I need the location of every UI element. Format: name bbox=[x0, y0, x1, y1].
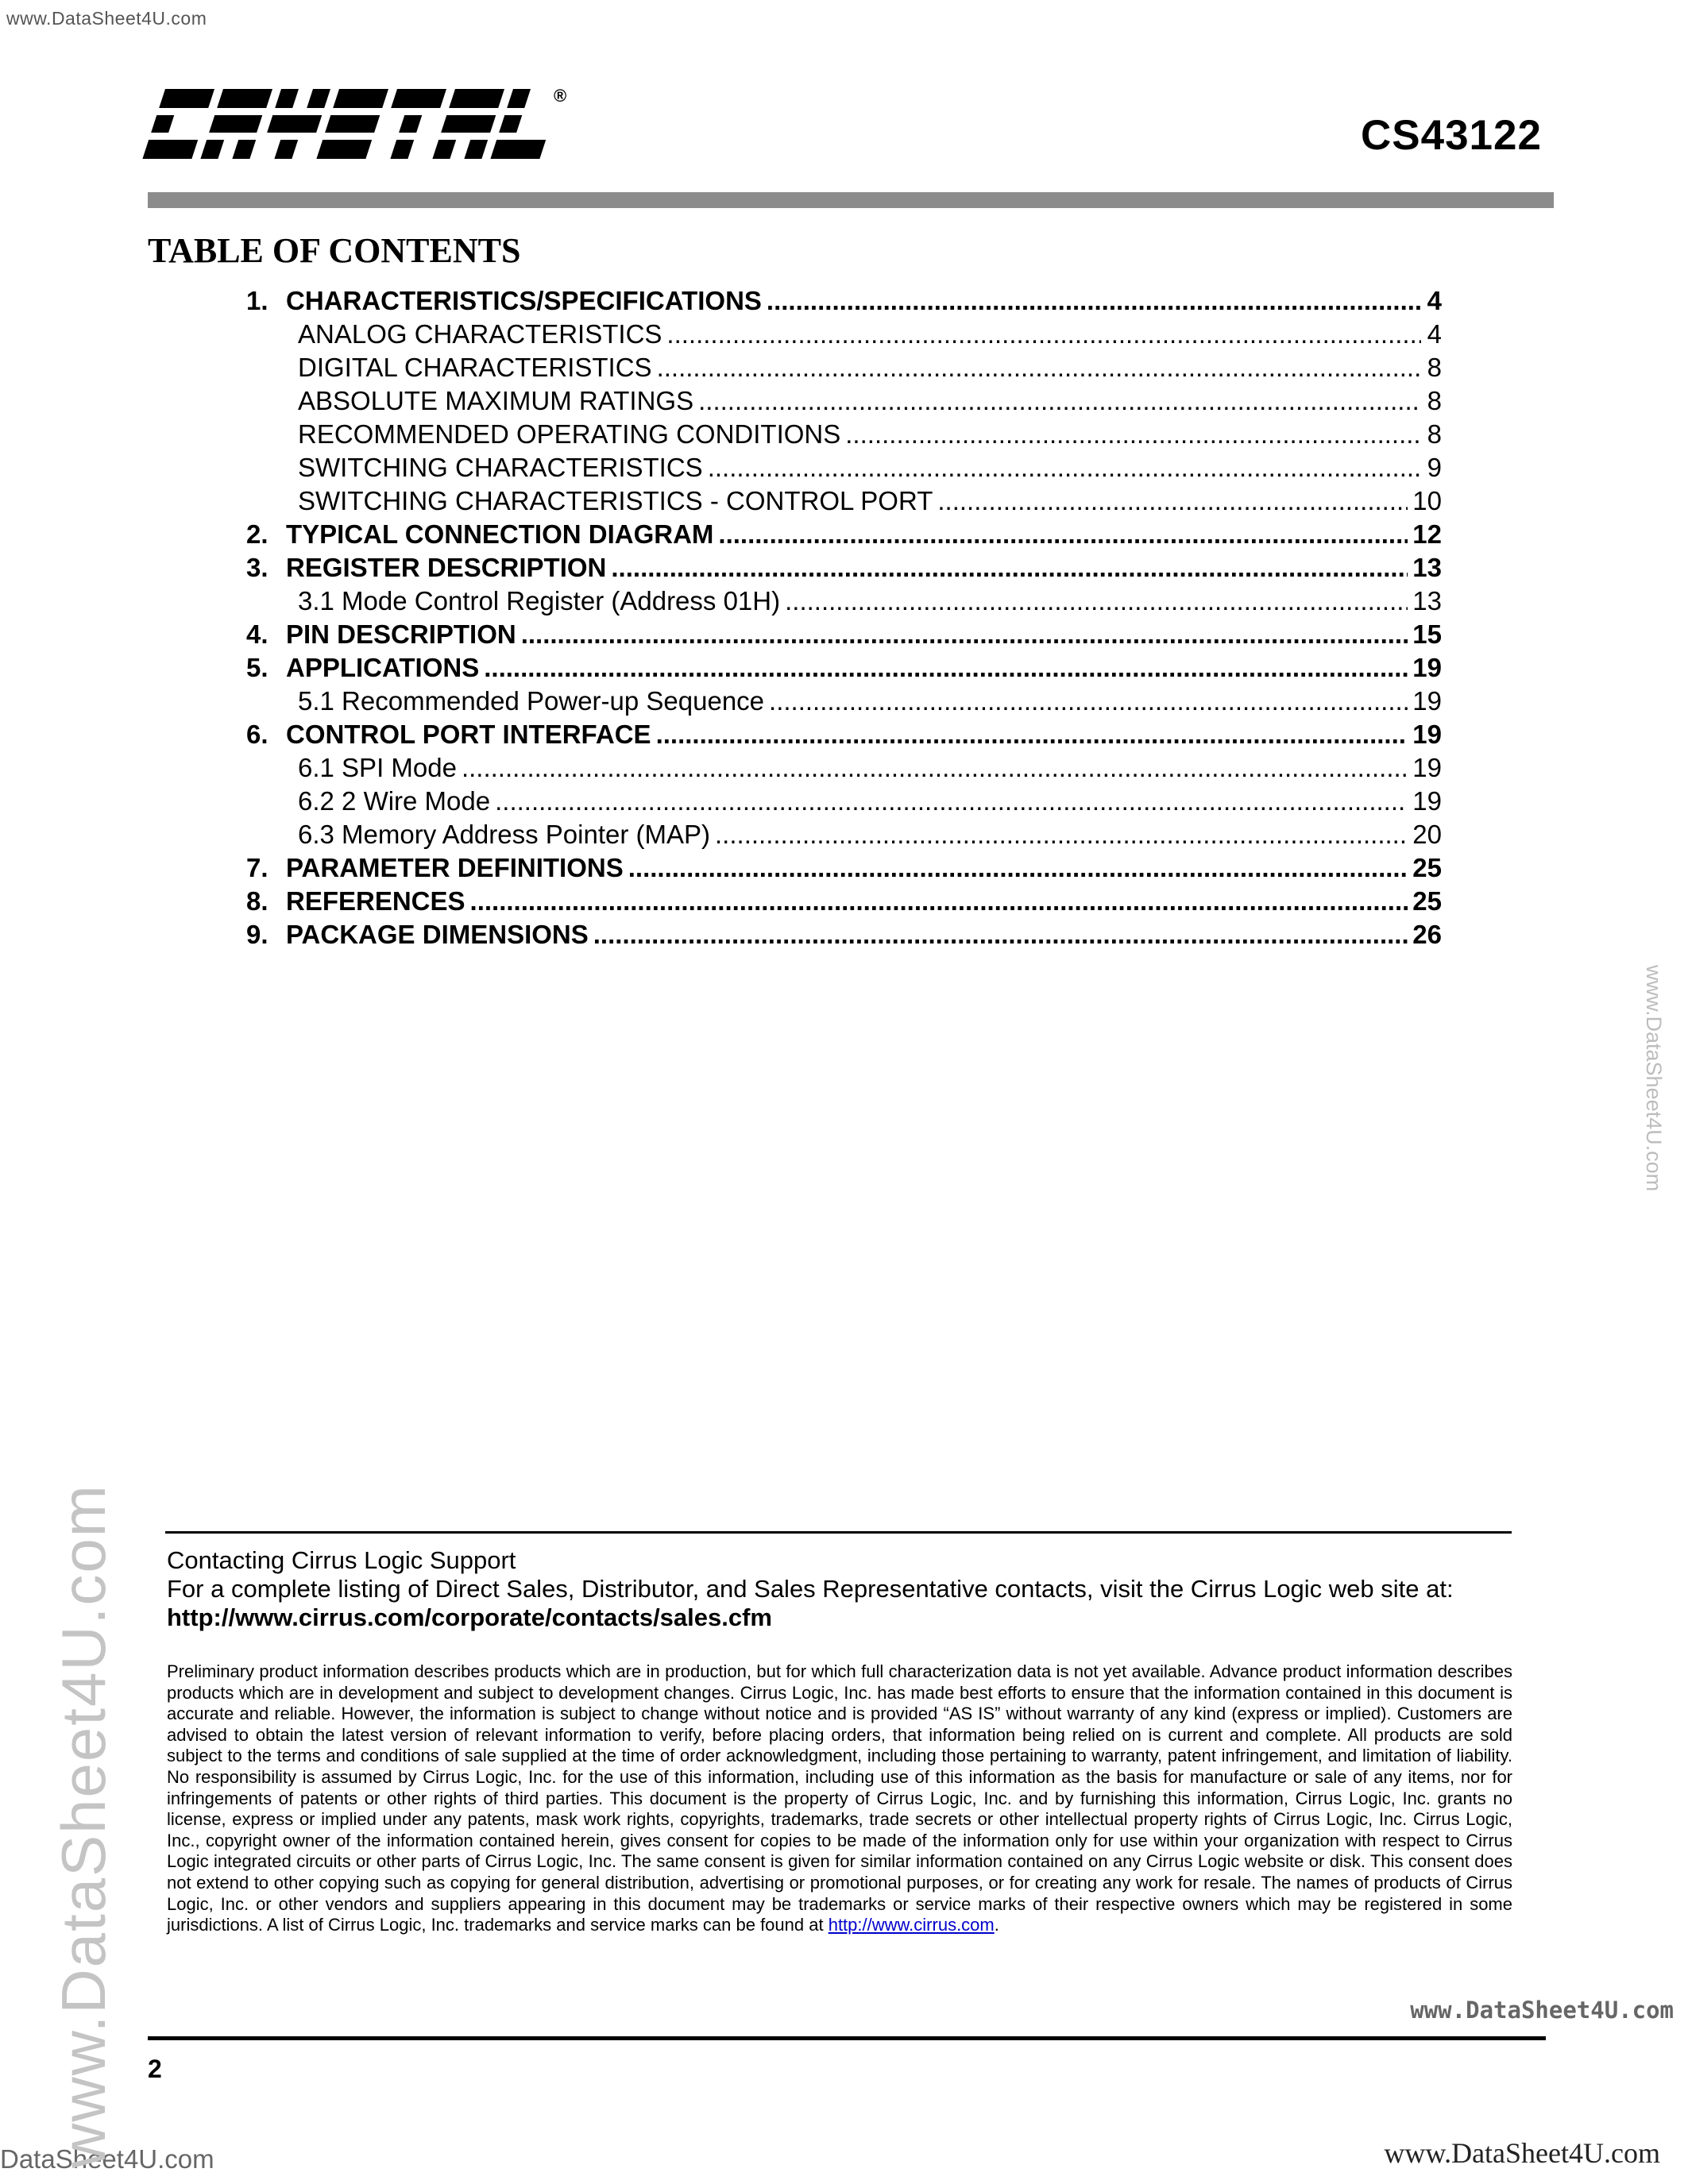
part-number: CS43122 bbox=[1360, 112, 1542, 159]
toc-entry-page: 20 bbox=[1412, 820, 1442, 849]
toc-entry-page: 4 bbox=[1427, 286, 1442, 315]
divider-bottom bbox=[148, 2036, 1546, 2040]
toc-entry-number: 3. bbox=[246, 553, 268, 582]
toc-entry-page: 19 bbox=[1412, 786, 1442, 816]
toc-entry-label: PARAMETER DEFINITIONS bbox=[286, 853, 624, 882]
toc-entry-number: 5. bbox=[246, 653, 268, 682]
toc-entry-page: 8 bbox=[1427, 353, 1442, 382]
toc-entry-label: 6.3 Memory Address Pointer (MAP) bbox=[298, 820, 711, 849]
toc-leader-dots bbox=[785, 585, 1408, 618]
toc-entry[interactable] bbox=[246, 318, 1442, 351]
toc-entry-label: RECOMMENDED OPERATING CONDITIONS bbox=[298, 419, 841, 449]
legal-text: Preliminary product information describes products which are in production, but for which full characterization data is not yet available. Advance product information describes products which are in development and subject to development changes. Cirrus Logic, Inc. has made best efforts to ensure that the information contained in this document is accurate and reliable. However, the information is subject to change without notice and is provided “AS IS” without warranty of any kind (express or implied). Customers are advised to obtain the latest version of relevant information to verify, before placing orders, that information being relied on is current and complete. All products are sold subject to the terms and conditions of sale supplied at the time of order acknowledgment, including those pertaining to warranty, patent infringement, and limitation of liability. No responsibility is assumed by Cirrus Logic, Inc. for the use of this information, including use of this information as the basis for manufacture or sale of any items, nor for infringements of patents or other rights of third parties. This document is the property of Cirrus Logic, Inc. and by furnishing this information, Cirrus Logic, Inc. grants no license, express or implied under any patents, mask work rights, copyrights, trademarks, trade secrets or other intellectual property rights of Cirrus Logic, Inc. Cirrus Logic, Inc., copyright owner of the information contained herein, gives consent for copies to be made of the information only for use within your organization with respect to Cirrus Logic integrated circuits or other parts of Cirrus Logic, Inc. The same consent is given for similar information contained on any Cirrus Logic website or disk. This consent does not extend to other copying such as copying for general distribution, advertising or promotional purposes, or for creating any work for resale. The names of products of Cirrus Logic, Inc. or other vendors and suppliers appearing in this document may be trademarks or service marks of their respective owners which may be registered in some jurisdictions. A list of Cirrus Logic, Inc. trademarks and service marks can be found at bbox=[167, 1661, 1512, 1935]
toc-leader-dots bbox=[767, 284, 1421, 318]
toc-entry-page: 9 bbox=[1427, 453, 1442, 482]
toc-entry-number: 4. bbox=[246, 619, 268, 649]
legal-end: . bbox=[994, 1915, 999, 1935]
toc-entry[interactable] bbox=[246, 484, 1442, 518]
toc-entry-number: 7. bbox=[246, 853, 268, 882]
toc-entry[interactable] bbox=[246, 384, 1442, 418]
toc-leader-dots bbox=[708, 451, 1421, 484]
toc-entry[interactable] bbox=[246, 351, 1442, 384]
toc-leader-dots bbox=[937, 484, 1408, 518]
toc-entry[interactable] bbox=[246, 451, 1442, 484]
toc-leader-dots bbox=[657, 351, 1421, 384]
toc-leader-dots bbox=[462, 751, 1408, 785]
toc-entry-number: 6. bbox=[246, 720, 268, 749]
toc-leader-dots bbox=[593, 918, 1408, 951]
toc-entry[interactable] bbox=[246, 551, 1442, 585]
contact-url[interactable]: http://www.cirrus.com/corporate/contacts/sales.cfm bbox=[167, 1603, 772, 1631]
toc-entry-label: 6.1 SPI Mode bbox=[298, 753, 457, 782]
cirrus-link[interactable]: http://www.cirrus.com bbox=[828, 1915, 995, 1935]
toc-leader-dots bbox=[611, 551, 1408, 585]
toc-entry[interactable] bbox=[246, 418, 1442, 451]
toc-entry-page: 15 bbox=[1412, 619, 1442, 649]
toc-entry[interactable] bbox=[246, 785, 1442, 818]
toc-entry-label: CHARACTERISTICS/SPECIFICATIONS bbox=[286, 286, 762, 315]
watermark-bottom-left: DataSheet4U.com bbox=[0, 2144, 214, 2174]
legal-notice bbox=[167, 1661, 1512, 1936]
toc-leader-dots bbox=[666, 318, 1421, 351]
toc-entry-label: REFERENCES bbox=[286, 886, 465, 916]
toc-entry[interactable] bbox=[246, 885, 1442, 918]
toc-entry[interactable] bbox=[246, 851, 1442, 885]
watermark-top-left: www.DataSheet4U.com bbox=[6, 8, 207, 29]
toc-entry[interactable] bbox=[246, 618, 1442, 651]
toc-entry-label: DIGITAL CHARACTERISTICS bbox=[298, 353, 652, 382]
toc-entry-label: REGISTER DESCRIPTION bbox=[286, 553, 607, 582]
crystal-logo bbox=[141, 89, 570, 160]
toc-entry-page: 19 bbox=[1412, 686, 1442, 716]
toc-leader-dots bbox=[495, 785, 1408, 818]
toc-entry[interactable] bbox=[246, 718, 1442, 751]
watermark-bottom-right: www.DataSheet4U.com bbox=[1384, 2137, 1660, 2169]
watermark-vertical-right: www.DataSheet4U.com bbox=[1642, 965, 1666, 1192]
header-bar bbox=[148, 192, 1554, 208]
toc-entry-label: ANALOG CHARACTERISTICS bbox=[298, 319, 662, 349]
toc-entry-page: 8 bbox=[1427, 419, 1442, 449]
toc-entry[interactable] bbox=[246, 685, 1442, 718]
toc-entry[interactable] bbox=[246, 918, 1442, 951]
toc-entry[interactable] bbox=[246, 284, 1442, 318]
toc-entry-label: 5.1 Recommended Power-up Sequence bbox=[298, 686, 765, 716]
table-of-contents bbox=[246, 284, 1442, 951]
toc-entry-number: 2. bbox=[246, 519, 268, 549]
toc-entry-page: 19 bbox=[1412, 753, 1442, 782]
toc-entry[interactable] bbox=[246, 751, 1442, 785]
toc-leader-dots bbox=[521, 618, 1408, 651]
toc-entry-label: APPLICATIONS bbox=[286, 653, 480, 682]
watermark-bottom-right-mono: www.DataSheet4U.com bbox=[1410, 1997, 1674, 2024]
toc-entry-page: 4 bbox=[1427, 319, 1442, 349]
divider-top bbox=[165, 1531, 1512, 1534]
toc-entry-number: 8. bbox=[246, 886, 268, 916]
toc-entry-label: ABSOLUTE MAXIMUM RATINGS bbox=[298, 386, 694, 415]
toc-entry-page: 19 bbox=[1412, 653, 1442, 682]
contact-heading: Contacting Cirrus Logic Support bbox=[167, 1546, 516, 1574]
toc-entry-label: 3.1 Mode Control Register (Address 01H) bbox=[298, 586, 781, 615]
toc-leader-dots bbox=[769, 685, 1408, 718]
contact-body: For a complete listing of Direct Sales, Distributor, and Sales Representative contacts, visit the Cirrus Logic web site at: bbox=[167, 1575, 1454, 1603]
toc-leader-dots bbox=[715, 818, 1408, 851]
toc-entry-label: SWITCHING CHARACTERISTICS - CONTROL PORT bbox=[298, 486, 933, 515]
toc-entry-page: 13 bbox=[1412, 586, 1442, 615]
registered-mark: ® bbox=[554, 86, 567, 106]
toc-leader-dots bbox=[656, 718, 1408, 751]
toc-entry-page: 12 bbox=[1412, 519, 1442, 549]
toc-entry[interactable] bbox=[246, 818, 1442, 851]
toc-entry-page: 10 bbox=[1412, 486, 1442, 515]
toc-entry[interactable] bbox=[246, 651, 1442, 685]
toc-entry-label: SWITCHING CHARACTERISTICS bbox=[298, 453, 703, 482]
toc-leader-dots bbox=[484, 651, 1408, 685]
watermark-vertical-left: www.DataSheet4U.com bbox=[48, 1484, 118, 2168]
toc-leader-dots bbox=[718, 518, 1408, 551]
toc-entry-page: 25 bbox=[1412, 886, 1442, 916]
toc-leader-dots bbox=[698, 384, 1421, 418]
toc-title: TABLE OF CONTENTS bbox=[148, 231, 521, 270]
toc-entry-label: PACKAGE DIMENSIONS bbox=[286, 920, 589, 949]
toc-entry-number: 1. bbox=[246, 286, 268, 315]
page-number: 2 bbox=[148, 2055, 162, 2083]
toc-entry-page: 8 bbox=[1427, 386, 1442, 415]
toc-entry-page: 26 bbox=[1412, 920, 1442, 949]
toc-entry-number: 9. bbox=[246, 920, 268, 949]
toc-entry-label: PIN DESCRIPTION bbox=[286, 619, 516, 649]
toc-leader-dots bbox=[470, 885, 1408, 918]
toc-entry[interactable] bbox=[246, 585, 1442, 618]
toc-leader-dots bbox=[628, 851, 1408, 885]
toc-entry-label: CONTROL PORT INTERFACE bbox=[286, 720, 651, 749]
toc-entry-label: 6.2 2 Wire Mode bbox=[298, 786, 491, 816]
contact-section bbox=[167, 1546, 1517, 1632]
toc-entry-label: TYPICAL CONNECTION DIAGRAM bbox=[286, 519, 714, 549]
toc-entry-page: 13 bbox=[1412, 553, 1442, 582]
toc-entry-page: 19 bbox=[1412, 720, 1442, 749]
toc-entry-page: 25 bbox=[1412, 853, 1442, 882]
toc-leader-dots bbox=[845, 418, 1421, 451]
toc-entry[interactable] bbox=[246, 518, 1442, 551]
